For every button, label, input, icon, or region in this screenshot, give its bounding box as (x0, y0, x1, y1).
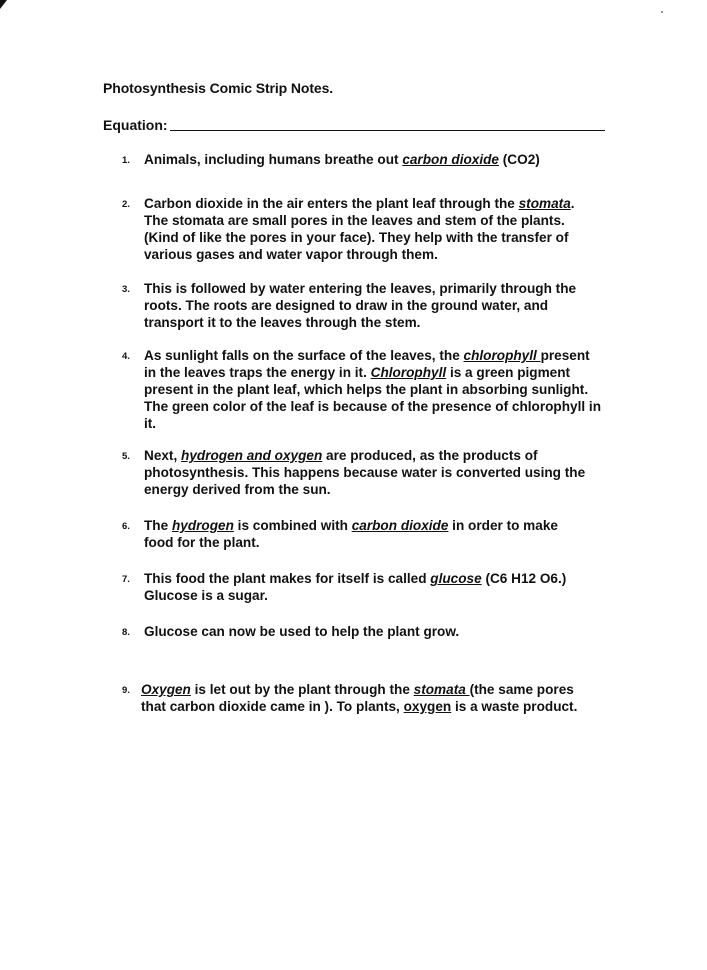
text-run: is let out by the plant through the (190, 682, 414, 697)
text-line: photosynthesis. This happens because water is converted using the (144, 465, 586, 480)
scan-dot-mark (661, 11, 663, 13)
item-number: 6. (122, 521, 130, 532)
text-run: in order to make (448, 518, 558, 533)
text-line: Glucose can now be used to help the plant grow. (144, 624, 460, 639)
keyword: stomata (518, 196, 571, 211)
item-number: 7. (122, 574, 130, 585)
text-run: The (144, 518, 172, 533)
text-run: Carbon dioxide in the air enters the plant leaf through the (144, 196, 519, 211)
keyword: hydrogen (171, 518, 234, 533)
item-text (144, 195, 632, 263)
item-text (144, 570, 632, 604)
item-text (144, 151, 632, 168)
keyword: oxygen (403, 699, 452, 714)
text-line: it. (144, 416, 157, 431)
keyword: Oxygen (141, 682, 191, 697)
text-run: is combined with (233, 518, 352, 533)
text-line: present in the plant leaf, which helps the plant in absorbing sunlight. (144, 382, 589, 397)
text-run: . (570, 196, 575, 211)
text-run: is a waste product. (451, 699, 578, 714)
equation-label: Equation: (103, 117, 168, 133)
text-run: present (540, 348, 590, 363)
item-number: 1. (122, 155, 130, 166)
text-line: (Kind of like the pores in your face). They help with the transfer of (144, 230, 569, 245)
text-run: (C6 H12 O6.) (481, 571, 567, 586)
text-run: Animals, including humans breathe out (144, 152, 403, 167)
text-line: various gases and water vapor through them. (144, 247, 438, 262)
keyword: carbon dioxide (351, 518, 449, 533)
text-run: Next, (144, 448, 182, 463)
keyword: chlorophyll (463, 348, 541, 363)
item-number: 5. (122, 451, 130, 462)
text-line: This is followed by water entering the leaves, primarily through the (144, 281, 577, 296)
text-run: As sunlight falls on the surface of the leaves, the (144, 348, 464, 363)
keyword: glucose (430, 571, 482, 586)
text-run: (the same pores (469, 682, 574, 697)
text-run: that carbon dioxide came in ). To plants, (141, 699, 404, 714)
text-line: Glucose is a sugar. (144, 588, 268, 603)
item-number: 8. (122, 627, 130, 638)
text-line: The green color of the leaf is because of the presence of chlorophyll in (144, 399, 601, 414)
item-number: 2. (122, 199, 130, 210)
item-text (144, 447, 632, 498)
keyword: carbon dioxide (402, 152, 499, 167)
text-run: is a green pigment (446, 365, 571, 380)
item-text (144, 280, 632, 331)
text-run: in the leaves traps the energy in it. (144, 365, 371, 380)
text-line: roots. The roots are designed to draw in the ground water, and (144, 298, 549, 313)
keyword: hydrogen and oxygen (181, 448, 323, 463)
text-run: are produced, as the products of (322, 448, 538, 463)
text-run: (CO2) (499, 152, 540, 167)
page-title: Photosynthesis Comic Strip Notes. (103, 80, 334, 96)
scan-corner-mark (0, 0, 7, 9)
item-text (144, 517, 632, 551)
text-line: transport it to the leaves through the stem. (144, 315, 421, 330)
text-line: The stomata are small pores in the leaves and stem of the plants. (144, 213, 565, 228)
text-line: energy derived from the sun. (144, 482, 331, 497)
item-text (144, 347, 632, 432)
text-run: This food the plant makes for itself is called (144, 571, 431, 586)
text-line: food for the plant. (144, 535, 260, 550)
item-number: 9. (122, 685, 130, 696)
keyword: Chlorophyll (370, 365, 447, 380)
keyword: stomata (413, 682, 470, 697)
item-text (141, 681, 629, 715)
equation-blank-line (170, 130, 605, 131)
item-number: 4. (122, 351, 130, 362)
item-number: 3. (122, 284, 130, 295)
item-text (144, 623, 632, 640)
